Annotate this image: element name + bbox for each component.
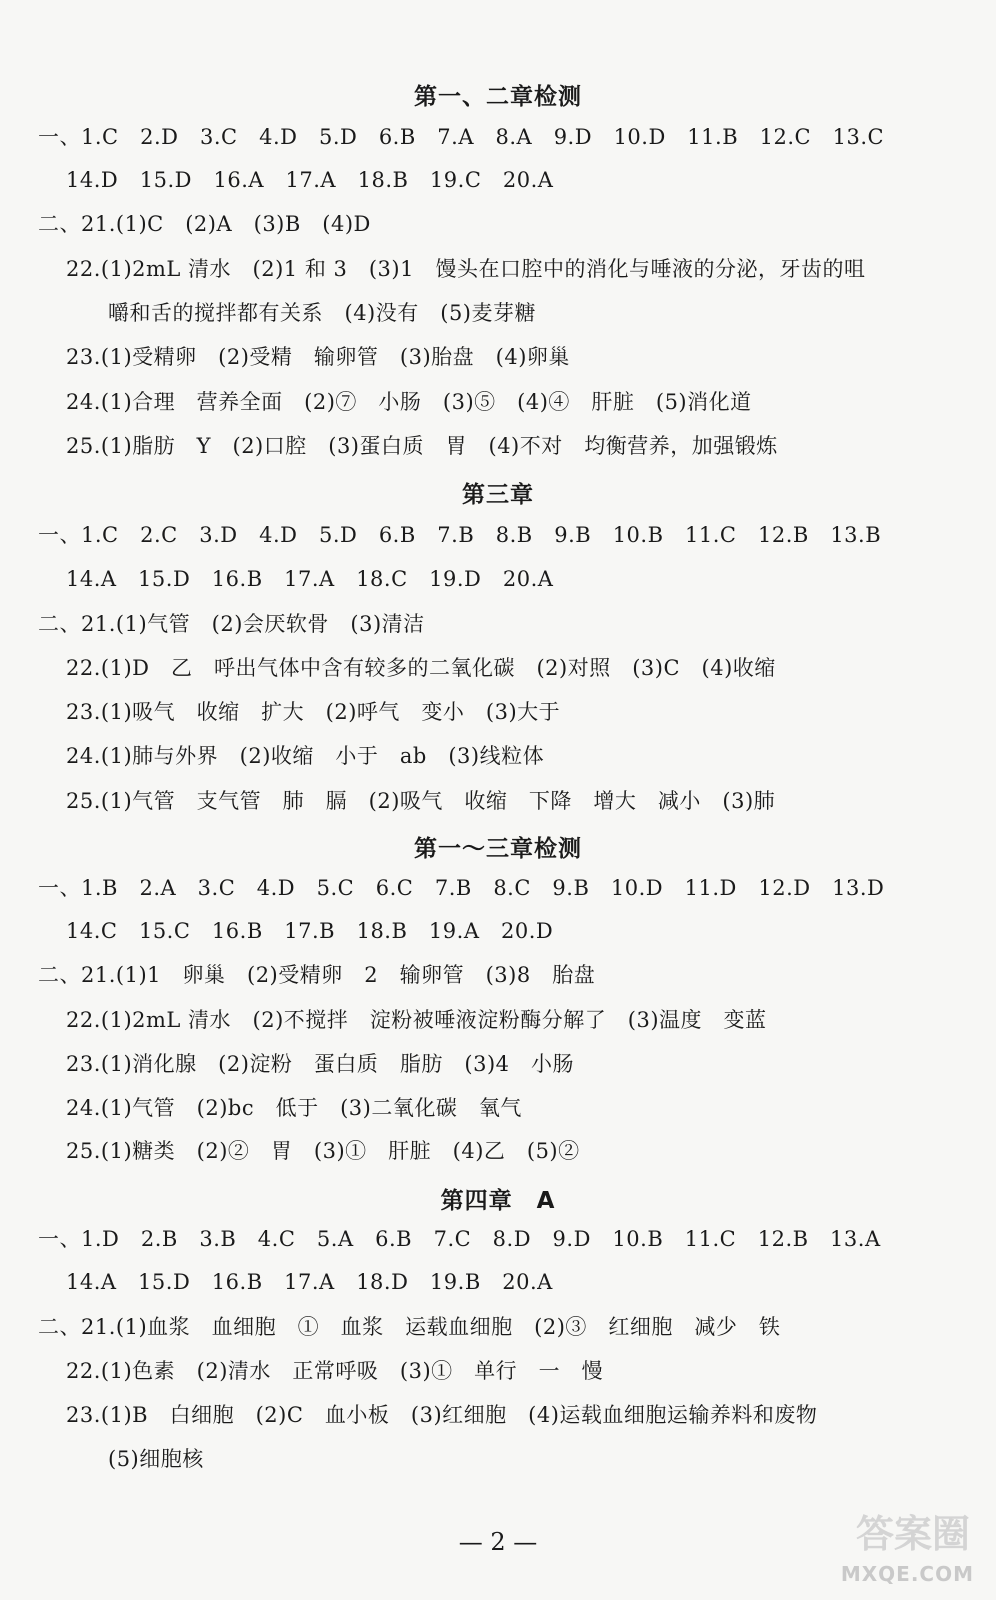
- answer-line: (5)细胞核: [108, 1447, 204, 1471]
- answer-line: 14.C 15.C 16.B 17.B 18.B 19.A 20.D: [66, 919, 554, 943]
- answer-line: 25.(1)脂肪 Y (2)口腔 (3)蛋白质 胃 (4)不对 均衡营养，加强锻炼: [66, 434, 778, 458]
- answer-line: 25.(1)糖类 (2)② 胃 (3)① 肝脏 (4)乙 (5)②: [66, 1139, 580, 1163]
- answer-line: 22.(1)D 乙 呼出气体中含有较多的二氧化碳 (2)对照 (3)C (4)收缩: [66, 656, 776, 680]
- section-title: 第一～三章检测: [414, 836, 582, 862]
- watermark-logo: 答案圈: [855, 1512, 970, 1556]
- answer-line: 一、1.C 2.C 3.D 4.D 5.D 6.B 7.B 8.B 9.B 10.B 11.C 12.B 13.B: [38, 523, 882, 547]
- section-title: 第四章 A: [440, 1188, 556, 1214]
- watermark: [836, 1514, 986, 1594]
- answer-line: 14.A 15.D 16.B 17.A 18.C 19.D 20.A: [66, 567, 554, 591]
- answer-line: 24.(1)合理 营养全面 (2)⑦ 小肠 (3)⑤ (4)④ 肝脏 (5)消化道: [66, 390, 752, 414]
- answer-line: 23.(1)B 白细胞 (2)C 血小板 (3)红细胞 (4)运载血细胞运输养料和废物: [66, 1403, 818, 1427]
- answer-line: 二、21.(1)气管 (2)会厌软骨 (3)清洁: [38, 612, 425, 636]
- answer-line: 嚼和舌的搅拌都有关系 (4)没有 (5)麦芽糖: [108, 301, 536, 325]
- answer-line: 25.(1)气管 支气管 肺 膈 (2)吸气 收缩 下降 增大 减小 (3)肺: [66, 789, 776, 813]
- answer-line: 一、1.B 2.A 3.C 4.D 5.C 6.C 7.B 8.C 9.B 10.D 11.D 12.D 13.D: [38, 876, 885, 900]
- answer-line: 22.(1)色素 (2)清水 正常呼吸 (3)① 单行 一 慢: [66, 1359, 604, 1383]
- answer-line: 14.A 15.D 16.B 17.A 18.D 19.B 20.A: [66, 1270, 553, 1294]
- answer-line: 二、21.(1)C (2)A (3)B (4)D: [38, 212, 371, 236]
- answer-line: 22.(1)2mL 清水 (2)不搅拌 淀粉被唾液淀粉酶分解了 (3)温度 变蓝: [66, 1008, 767, 1032]
- answer-line: 二、21.(1)血浆 血细胞 ① 血浆 运载血细胞 (2)③ 红细胞 减少 铁: [38, 1315, 781, 1339]
- answer-line: 23.(1)受精卵 (2)受精 输卵管 (3)胎盘 (4)卵巢: [66, 345, 570, 369]
- answer-line: 23.(1)吸气 收缩 扩大 (2)呼气 变小 (3)大于: [66, 700, 561, 724]
- answer-line: 一、1.D 2.B 3.B 4.C 5.A 6.B 7.C 8.D 9.D 10.B 11.C 12.B 13.A: [38, 1227, 881, 1251]
- answer-line: 一、1.C 2.D 3.C 4.D 5.D 6.B 7.A 8.A 9.D 10.D 11.B 12.C 13.C: [38, 125, 885, 149]
- answer-line: 14.D 15.D 16.A 17.A 18.B 19.C 20.A: [66, 168, 554, 192]
- page-number: — 2 —: [458, 1528, 538, 1556]
- watermark-text: MXQE.COM: [840, 1562, 974, 1586]
- answer-line: 24.(1)肺与外界 (2)收缩 小于 ab (3)线粒体: [66, 744, 545, 768]
- answer-line: 24.(1)气管 (2)bc 低于 (3)二氧化碳 氧气: [66, 1096, 522, 1120]
- answer-line: 22.(1)2mL 清水 (2)1 和 3 (3)1 馒头在口腔中的消化与唾液的分泌，牙齿的咀: [66, 257, 866, 281]
- answer-line: 23.(1)消化腺 (2)淀粉 蛋白质 脂肪 (3)4 小肠: [66, 1052, 574, 1076]
- section-title: 第一、二章检测: [414, 84, 582, 110]
- section-title: 第三章: [462, 482, 534, 508]
- answer-line: 二、21.(1)1 卵巢 (2)受精卵 2 输卵管 (3)8 胎盘: [38, 963, 596, 987]
